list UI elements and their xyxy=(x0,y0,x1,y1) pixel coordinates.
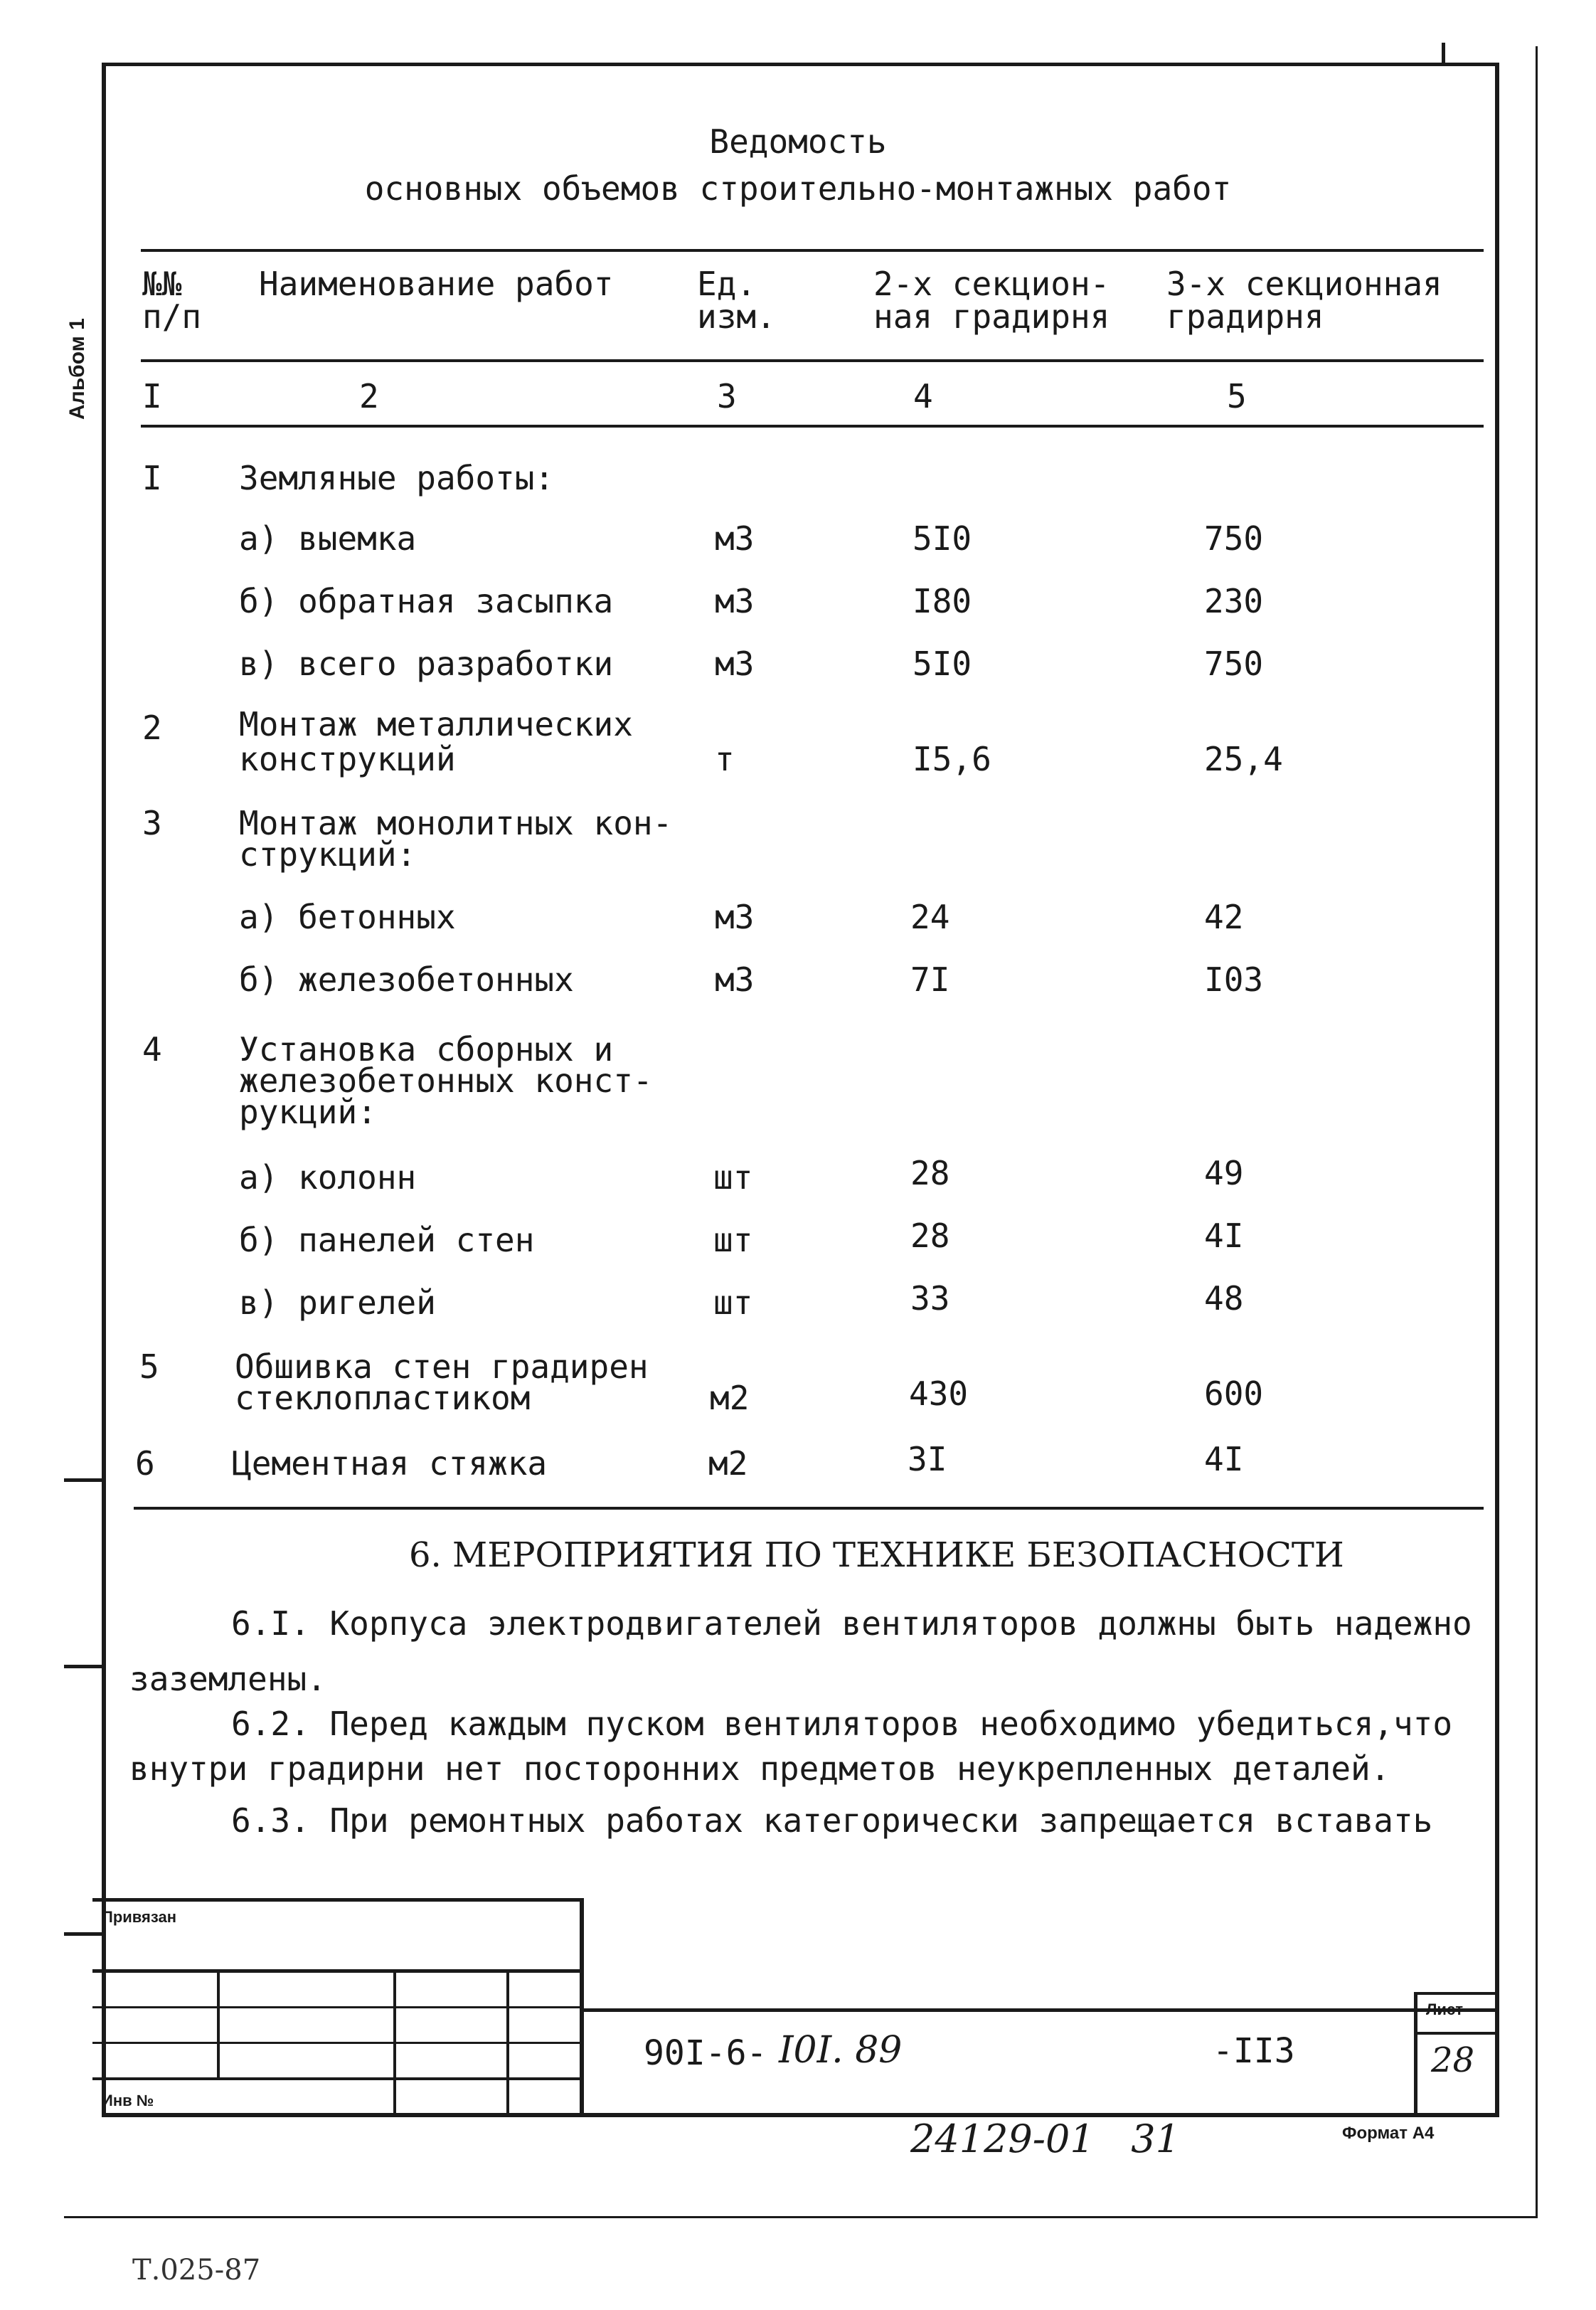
stamp-line xyxy=(1414,1992,1498,1995)
paragraph-line: 6.2. Перед каждым пуском вентиляторов необходимо убедиться,что xyxy=(231,1705,1453,1743)
row-value-2-section: 3I xyxy=(908,1440,947,1478)
document-code: 90I-6- xyxy=(644,2033,767,2073)
row-value-3-section: 4I xyxy=(1204,1217,1244,1255)
stamp-line xyxy=(92,1898,583,1902)
row-unit: т xyxy=(715,740,735,778)
frame-right-outer xyxy=(1536,46,1538,2216)
frame-left xyxy=(102,63,106,2117)
row-value-3-section: 600 xyxy=(1204,1374,1264,1413)
row-name: Монтаж монолитных кон- xyxy=(239,804,673,842)
row-value-2-section: 7I xyxy=(910,960,950,999)
row-name: Цементная стяжка xyxy=(232,1444,548,1483)
form-code: Т.025-87 xyxy=(132,2254,261,2287)
row-value-3-section: 25,4 xyxy=(1204,740,1283,778)
paragraph-line: заземлены. xyxy=(129,1660,326,1698)
row-num: 4 xyxy=(142,1030,162,1069)
row-name: в) всего разработки xyxy=(239,645,614,683)
row-unit: м2 xyxy=(708,1444,748,1483)
row-name: Земляные работы: xyxy=(239,459,555,497)
stamp-line xyxy=(92,1969,583,1973)
frame-right xyxy=(1495,63,1499,2117)
row-value-2-section: 5I0 xyxy=(913,645,972,683)
margin-tick xyxy=(64,1478,103,1482)
row-name: а) выемка xyxy=(239,519,417,558)
row-name: в) ригелей xyxy=(239,1283,436,1322)
row-name: Установка сборных и xyxy=(239,1030,614,1069)
row-name: а) бетонных xyxy=(239,898,456,936)
row-value-2-section: I5,6 xyxy=(913,740,991,778)
row-value-3-section: 48 xyxy=(1204,1279,1244,1318)
row-num: I xyxy=(142,459,162,497)
row-unit: м3 xyxy=(715,582,755,620)
row-value-3-section: 49 xyxy=(1204,1154,1244,1192)
stamp-line xyxy=(92,2042,583,2044)
margin-tick xyxy=(64,1932,103,1936)
stamp-line xyxy=(580,2008,1499,2012)
bottom-cut-line xyxy=(64,2216,1538,2218)
stamp-line xyxy=(506,1969,509,2117)
page-title: Ведомость xyxy=(709,122,887,161)
row-value-3-section: 750 xyxy=(1204,519,1264,558)
row-num: 3 xyxy=(142,804,162,842)
row-unit: шт xyxy=(713,1283,753,1322)
row-value-2-section: 430 xyxy=(909,1374,969,1413)
col-number: 2 xyxy=(359,377,379,415)
row-value-2-section: 28 xyxy=(910,1217,950,1255)
side-label: Альбом 1 xyxy=(65,318,89,420)
row-num: 6 xyxy=(135,1444,155,1483)
row-value-3-section: 42 xyxy=(1204,898,1244,936)
row-name: Обшивка стен градирен xyxy=(235,1347,649,1386)
table-rule-numbers xyxy=(141,425,1484,428)
header-name: Наименование работ xyxy=(259,265,614,303)
header-three-section: 3-х секционная градирня xyxy=(1166,265,1442,336)
paragraph-line: 6.3. При ремонтных работах категорически запрещается вставать xyxy=(231,1801,1433,1840)
row-unit: м3 xyxy=(715,645,755,683)
row-value-2-section: 5I0 xyxy=(913,519,972,558)
table-rule-header xyxy=(141,359,1484,362)
row-name: рукций: xyxy=(239,1093,377,1131)
row-name: струкций: xyxy=(239,835,417,874)
stamp-line xyxy=(393,1969,396,2117)
row-value-3-section: I03 xyxy=(1204,960,1264,999)
table-rule-bottom xyxy=(134,1507,1484,1510)
col-number: 5 xyxy=(1227,377,1247,415)
stamp-privyazan: Привязан xyxy=(102,1908,177,1926)
row-name: б) обратная засыпка xyxy=(239,582,614,620)
row-value-2-section: 28 xyxy=(910,1154,950,1192)
col-number: 3 xyxy=(717,377,737,415)
stamp-line xyxy=(1414,2032,1498,2035)
margin-tick xyxy=(64,1665,103,1668)
col-number: 4 xyxy=(913,377,933,415)
stamp-inv: Инв № xyxy=(102,2092,154,2109)
row-unit: м2 xyxy=(710,1379,750,1417)
row-name: железобетонных конст- xyxy=(239,1061,653,1100)
header-num: №№ п/п xyxy=(142,265,202,336)
row-unit: м3 xyxy=(715,898,755,936)
frame-top xyxy=(102,63,1499,66)
table-rule-top xyxy=(141,249,1484,252)
page-subtitle: основных объемов строительно-монтажных работ xyxy=(364,169,1232,208)
stamp-line xyxy=(217,1969,220,2079)
row-unit: м3 xyxy=(715,519,755,558)
row-name: б) железобетонных xyxy=(239,960,574,999)
row-name: стеклопластиком xyxy=(235,1379,531,1417)
stamp-line xyxy=(92,2006,583,2008)
row-value-3-section: 750 xyxy=(1204,645,1264,683)
paragraph-line: внутри градирни нет посторонних предметов неукрепленных деталей. xyxy=(129,1749,1390,1788)
row-unit: шт xyxy=(713,1221,753,1259)
row-num: 5 xyxy=(139,1347,159,1386)
row-name: конструкций xyxy=(239,740,456,778)
document-code-handwritten: I0I. 89 xyxy=(779,2029,903,2072)
row-name: а) колонн xyxy=(239,1158,417,1197)
col-number: I xyxy=(142,377,162,415)
row-unit: шт xyxy=(713,1158,753,1197)
format-label: Формат А4 xyxy=(1342,2124,1435,2143)
handwritten-number: 24129-01 31 xyxy=(910,2116,1180,2161)
sheet-label: Лист xyxy=(1426,2001,1463,2018)
section-heading: 6. МЕРОПРИЯТИЯ ПО ТЕХНИКЕ БЕЗОПАСНОСТИ xyxy=(409,1535,1344,1575)
row-value-3-section: 4I xyxy=(1204,1440,1244,1478)
stamp-line xyxy=(92,2077,583,2080)
row-value-2-section: 33 xyxy=(910,1279,950,1318)
stamp-line xyxy=(1414,1992,1417,2117)
document-suffix: -IIЗ xyxy=(1213,2031,1295,2071)
header-unit: Ед. изм. xyxy=(697,265,776,336)
row-name: б) панелей стен xyxy=(239,1221,535,1259)
paragraph-line: 6.I. Корпуса электродвигателей вентиляторов должны быть надежно xyxy=(231,1604,1472,1643)
row-unit: м3 xyxy=(715,960,755,999)
sheet-number: 28 xyxy=(1431,2040,1475,2080)
row-value-2-section: I80 xyxy=(913,582,972,620)
header-two-section: 2-х секцион- ная градирня xyxy=(873,265,1110,336)
frame-right-tick xyxy=(1442,43,1445,64)
row-name: Монтаж металлических xyxy=(239,705,633,743)
row-num: 2 xyxy=(142,709,162,747)
row-value-3-section: 230 xyxy=(1204,582,1264,620)
frame-bottom xyxy=(102,2113,1499,2117)
row-value-2-section: 24 xyxy=(910,898,950,936)
